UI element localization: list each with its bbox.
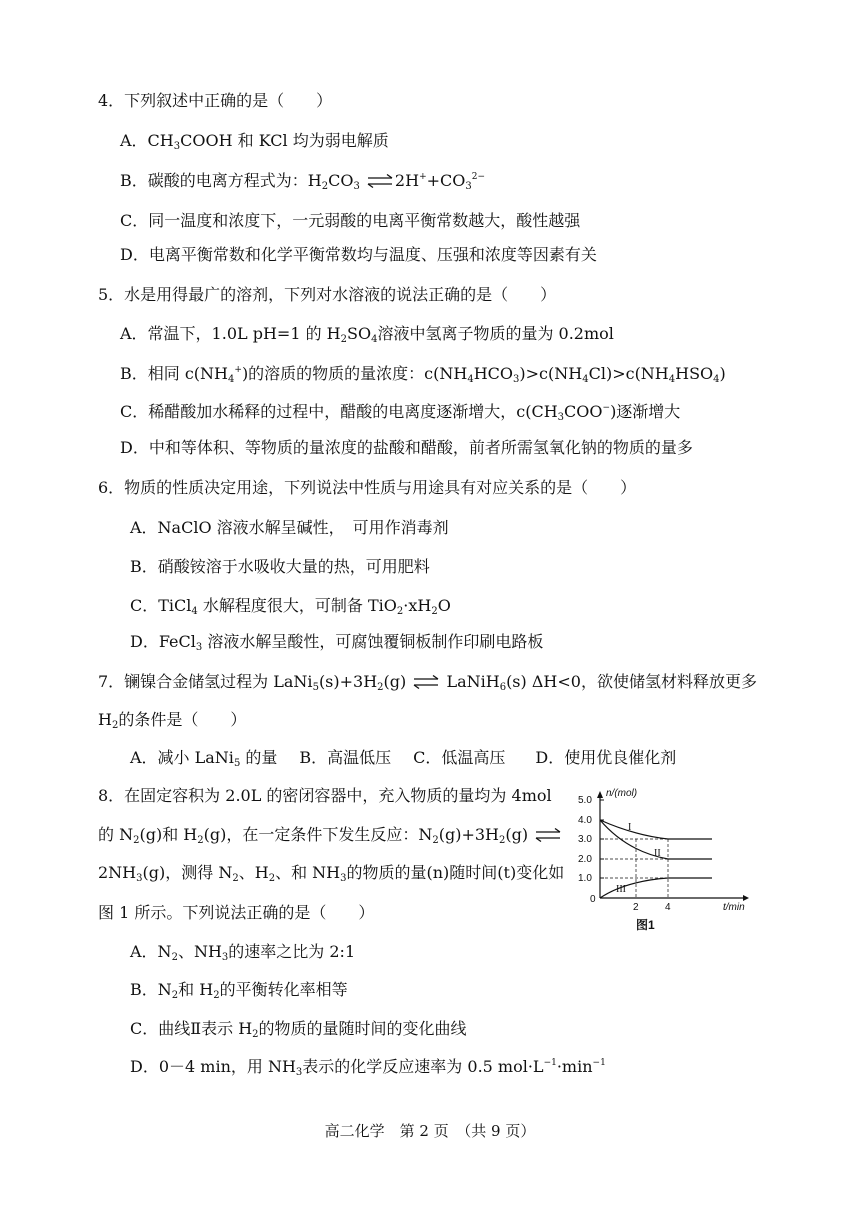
figure-1-graph [578,786,756,936]
curve-label-iii: III [616,884,626,895]
page-footer: 高二化学 第 2 页 （共 9 页） [324,1122,536,1140]
q7-stem-line1: 7．镧镍合金储氢过程为 $LaNi_5(s)+3H_2(g)$ LaNiH$_6$(s) ΔH<0，欲使储氢材料释放更多 [98,672,757,693]
y-tick-2: 2.0 [578,854,592,865]
q5-stem: 5．水是用得最广的溶剂，下列对水溶液的说法正确的是（ ） [98,285,557,304]
y-tick-0: 0 [590,894,596,905]
q5-option-d: D．中和等体积、等物质的量浓度的盐酸和醋酸，前者所需氢氧化钠的物质的量多 [120,438,693,457]
q4-option-b-prefix: B．碳酸的电离方程式为： [120,171,308,190]
q8-option-a: A．$N_2$、$NH_3$的速率之比为 2:1 [130,942,356,963]
x-tick-2: 2 [633,902,639,913]
x-axis-label: t/min [723,902,745,913]
q4-option-b: B．碳酸的电离方程式为：$H_2CO_3$ $2H^++CO_3^{2-}$ [120,171,486,192]
x-tick-4: 4 [665,902,671,913]
y-tick-4: 4.0 [578,815,592,826]
q4-option-a: A．$CH_3COOH$ 和 KCl 均为弱电解质 [120,131,389,152]
figure-caption: 图1 [636,918,655,932]
q8-stem-line1: 8．在固定容积为 2.0L 的密闭容器中，充入物质的量均为 4mol [98,786,552,805]
equilibrium-arrow-icon [367,174,393,188]
y-tick-5: 5.0 [578,795,592,806]
q8-option-d: D．0－4 min，用 $NH_3$表示的化学反应速率为 0.5 $mol\cdot L^{-1}\cdot\min^{-1}$ [130,1057,606,1078]
q8-stem-line4: 图 1 所示。下列说法正确的是（ ） [98,903,375,922]
q7-option-b: B．高温低压 [299,748,392,767]
q7-option-a: A．减小 LaNi$_5$ 的量 [130,748,278,769]
q8-option-c: C．曲线Ⅱ表示 $H_2$的物质的量随时间的变化曲线 [130,1019,467,1040]
q6-option-d: D．FeCl$_3$ 溶液水解呈酸性，可腐蚀覆铜板制作印刷电路板 [130,632,544,653]
y-axis-label: n/(mol) [606,788,638,799]
q6-option-a: A．NaClO 溶液水解呈碱性， 可用作消毒剂 [130,518,449,537]
q8-stem-line2: 的 $N_2(g)$和 $H_2(g)$，在一定条件下发生反应：$N_2(g)+3H_2(g)$ [98,825,563,845]
q6-stem: 6．物质的性质决定用途，下列说法中性质与用途具有对应关系的是（ ） [98,478,637,497]
y-tick-3: 3.0 [578,834,592,845]
curve-label-i: I [628,822,632,833]
q7-option-d: D．使用优良催化剂 [535,748,677,767]
q5-option-c: C．稀醋酸加水稀释的过程中，醋酸的电离度逐渐增大，$c(CH_3COO^-)$逐渐增大 [120,402,681,423]
q4-stem: 4．下列叙述中正确的是（ ） [98,91,333,110]
q7-option-c: C．低温高压 [413,748,506,767]
q8-option-b: B．$N_2$和 $H_2$的平衡转化率相等 [130,980,348,1001]
equilibrium-arrow-icon [535,828,561,842]
q4-option-d: D．电离平衡常数和化学平衡常数均与温度、压强和浓度等因素有关 [120,245,597,264]
equilibrium-arrow-icon [413,675,439,689]
y-tick-1: 1.0 [578,873,592,884]
q8-stem-line3: $2NH_3(g)$，测得 $N_2$、$H_2$、和 $NH_3$的物质的量(n)随时间(t)变化如 [98,863,565,884]
q6-option-b: B．硝酸铵溶于水吸收大量的热，可用肥料 [130,557,430,576]
q5-option-a: A．常温下，1.0L pH=1 的 $H_2SO_4$溶液中氢离子物质的量为 0.2mol [120,324,614,345]
q5-option-b: B．相同 $c(NH_4^+)$的溶质的物质的量浓度：$c(NH_4HCO_3)>c(NH_4Cl)>c(NH_4HSO_4)$ [120,364,726,385]
q7-stem-line2: $H_2$的条件是（ ） [98,710,247,731]
curve-label-ii: II [654,848,661,859]
q7-options [130,748,676,768]
q6-option-c: C．TiCl$_4$ 水解程度很大，可制备 $TiO_2\cdot xH_2O$ [130,596,451,617]
q4-option-c: C．同一温度和浓度下，一元弱酸的电离平衡常数越大，酸性越强 [120,211,581,230]
